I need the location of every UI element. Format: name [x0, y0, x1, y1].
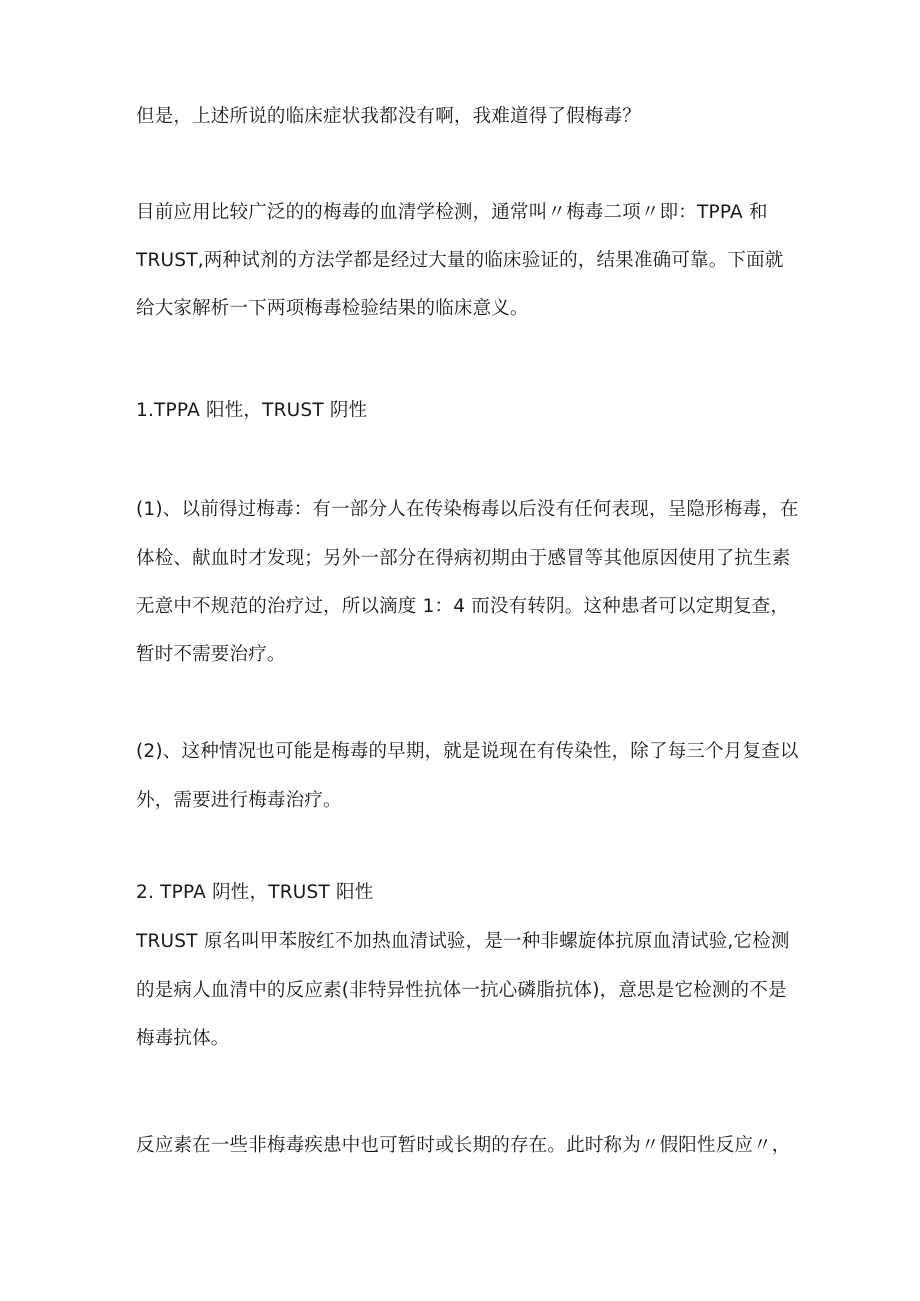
- section-heading: 1.TPPA 阳性，TRUST 阴性: [136, 400, 368, 421]
- text-line: 的是病人血清中的反应素(非特异性抗体一抗心磷脂抗体)，意思是它检测的不是: [136, 980, 787, 1001]
- section-heading: 2. TPPA 阴性，TRUST 阳性: [136, 882, 374, 903]
- text-line: (2)、这种情况也可能是梅毒的早期，就是说现在有传染性，除了每三个月复查以: [136, 741, 799, 762]
- text-line: 但是，上述所说的临床症状我都没有啊，我难道得了假梅毒？: [136, 106, 641, 127]
- text-line: 反应素在一些非梅毒疾患中也可暂时或长期的存在。此时称为〃假阳性反应〃，: [136, 1135, 791, 1156]
- text-line: 目前应用比较广泛的的梅毒的血清学检测，通常叫〃梅毒二项〃即：TPPA 和: [136, 202, 768, 223]
- text-line: 无意中不规范的治疗过，所以滴度 1：4 而没有转阴。这种患者可以定期复查，: [136, 596, 790, 617]
- text-line: 给大家解析一下两项梅毒检验结果的临床意义。: [136, 298, 529, 319]
- text-line: 体检、献血时才发现；另外一部分在得病初期由于感冒等其他原因使用了抗生素: [136, 548, 791, 569]
- text-line: 外，需要进行梅毒治疗。: [136, 790, 342, 811]
- text-line: 暂时不需要治疗。: [136, 644, 286, 665]
- text-line: (1)、以前得过梅毒：有一部分人在传染梅毒以后没有任何表现，呈隐形梅毒，在: [136, 499, 799, 520]
- text-line: 梅毒抗体。: [136, 1028, 230, 1049]
- text-line: TRUST 原名叫甲苯胺红不加热血清试验，是一种非螺旋体抗原血清试验,它检测: [136, 931, 790, 952]
- text-line: TRUST,两种试剂的方法学都是经过大量的临床验证的，结果准确可靠。下面就: [136, 250, 784, 271]
